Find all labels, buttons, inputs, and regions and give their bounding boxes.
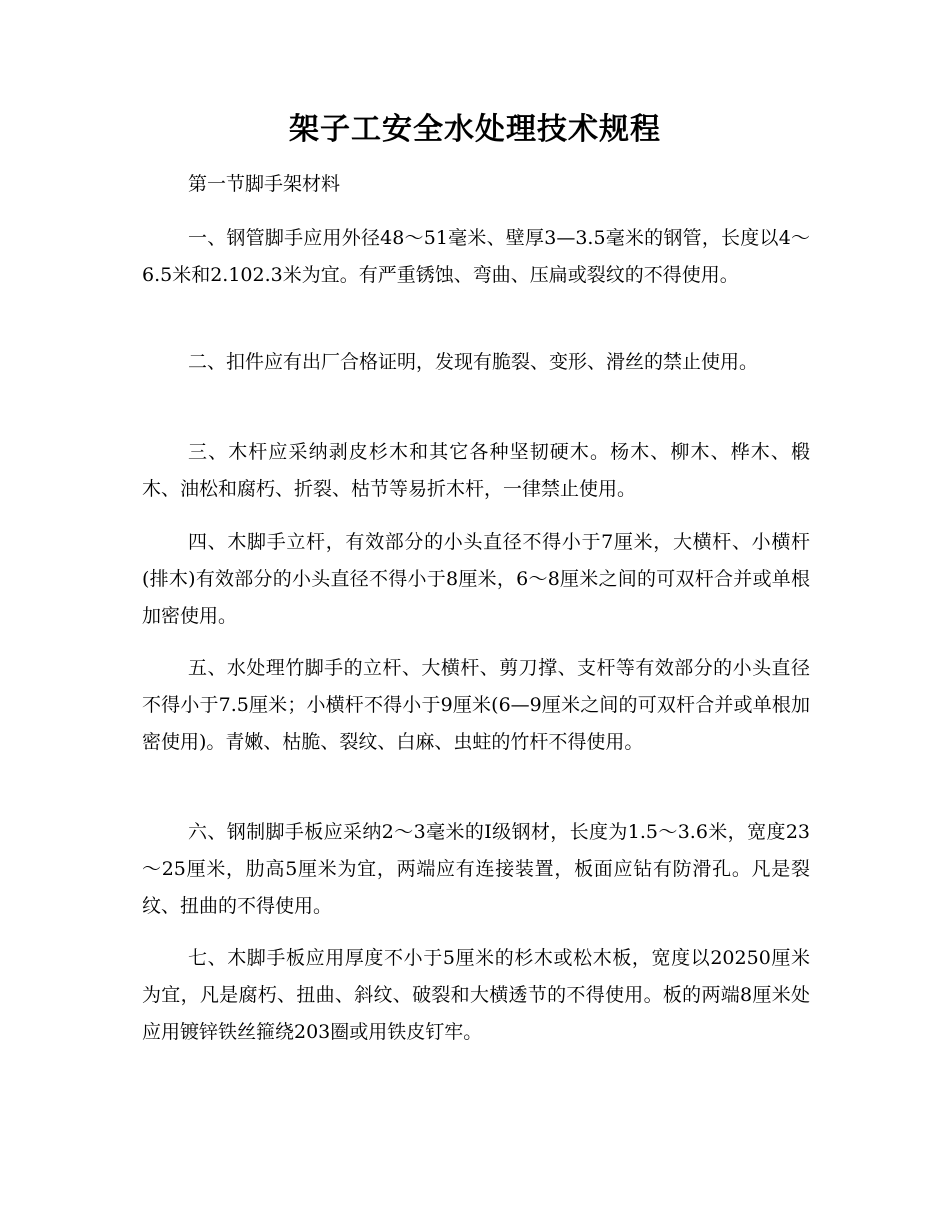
section-heading: 第一节脚手架材料 [188, 173, 341, 195]
paragraph-3: 三、木杆应采纳剥皮杉木和其它各种坚韧硬木。杨木、柳木、桦木、椴木、油松和腐朽、折裂、枯节等易折木杆，一律禁止使用。 [142, 441, 810, 500]
paragraph-5: 五、水处理竹脚手的立杆、大横杆、剪刀撑、支杆等有效部分的小头直径不得小于7.5厘米；小横杆不得小于9厘米(6—9厘米之间的可双杆合并或单根加密使用)。青嫩、枯脆、裂纹、白麻、虫蛀的竹杆不得使用。 [142, 657, 810, 753]
paragraph-1: 一、钢管脚手应用外径48～51毫米、壁厚3—3.5毫米的钢管，长度以4～6.5米和2.102.3米为宜。有严重锈蚀、弯曲、压扁或裂纹的不得使用。 [142, 227, 810, 286]
document-title: 架子工安全水处理技术规程 [289, 112, 661, 147]
paragraph-4: 四、木脚手立杆，有效部分的小头直径不得小于7厘米，大横杆、小横杆(排木)有效部分的小头直径不得小于8厘米，6～8厘米之间的可双杆合并或单根加密使用。 [142, 531, 810, 627]
paragraph-7: 七、木脚手板应用厚度不小于5厘米的杉木或松木板，宽度以20250厘米为宜，凡是腐朽、扭曲、斜纹、破裂和大横透节的不得使用。板的两端8厘米处应用镀锌铁丝箍绕203圈或用铁皮钉牢。 [142, 947, 810, 1043]
paragraph-6: 六、钢制脚手板应采纳2～3毫米的I级钢材，长度为1.5～3.6米，宽度23～25厘米，肋高5厘米为宜，两端应有连接装置，板面应钻有防滑孔。凡是裂纹、扭曲的不得使用。 [142, 821, 810, 917]
paragraph-2: 二、扣件应有出厂合格证明，发现有脆裂、变形、滑丝的禁止使用。 [188, 351, 759, 373]
